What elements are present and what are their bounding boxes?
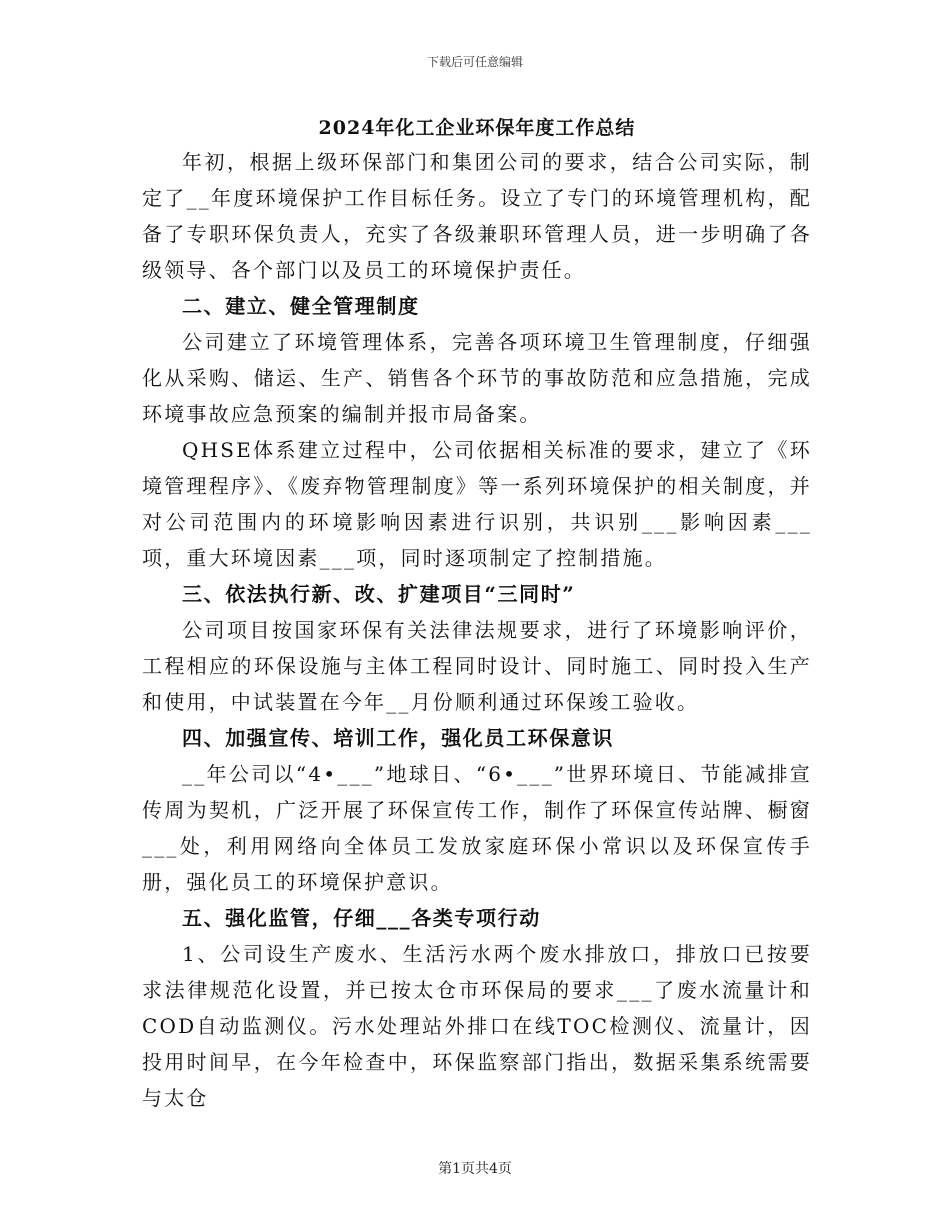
- paragraph-intro: 年初，根据上级环保部门和集团公司的要求，结合公司实际，制定了__年度环境保护工作目标任务。设立了专门的环境管理机构，配备了专职环保负责人，充实了各级兼职环管理人员，进一步明确了各级领导、各个部门以及员工的环境保护责任。: [142, 150, 812, 282]
- header-note: 下载后可任意编辑: [426, 55, 523, 69]
- paragraph-qhse: QHSE体系建立过程中，公司依据相关标准的要求，建立了《环境管理程序》、《废弃物管理制度》等一系列环境保护的相关制度，并对公司范围内的环境影响因素进行识别，共识别___影响因素___项，重大环境因素___项，同时逐项制定了控制措施。: [142, 438, 812, 570]
- paragraph-management-system: 公司建立了环境管理体系，完善各项环境卫生管理制度，仔细强化从采购、储运、生产、销售各个环节的事故防范和应急措施，完成环境事故应急预案的编制并报市局备案。: [142, 330, 812, 426]
- paragraph-wastewater: 1、公司设生产废水、生活污水两个废水排放口，排放口已按要求法律规范化设置，并已按太仓市环保局的要求___了废水流量计和COD自动监测仪。污水处理站外排口在线TOC检测仪、流量计，因投用时间早，在今年检查中，环保监察部门指出，数据采集系统需要与太仓: [142, 942, 812, 1110]
- document-title: 2024年化工企业环保年度工作总结: [318, 117, 636, 139]
- section-heading-3: 三、依法执行新、改、扩建项目“三同时”: [182, 582, 576, 606]
- page-footer: 第1页共4页: [438, 1161, 512, 1177]
- section-heading-5: 五、强化监管，仔细___各类专项行动: [182, 906, 541, 930]
- section-heading-4: 四、加强宣传、培训工作，强化员工环保意识: [182, 726, 614, 750]
- paragraph-three-simultaneous: 公司项目按国家环保有关法律法规要求，进行了环境影响评价，工程相应的环保设施与主体工程同时设计、同时施工、同时投入生产和使用，中试装置在今年__月份顺利通过环保竣工验收。: [142, 618, 812, 714]
- section-heading-2: 二、建立、健全管理制度: [182, 294, 420, 318]
- paragraph-publicity: __年公司以“4•___”地球日、“6•___”世界环境日、节能减排宣传周为契机，广泛开展了环保宣传工作，制作了环保宣传站牌、橱窗___处，利用网络向全体员工发放家庭环保小常识以及环保宣传手册，强化员工的环境保护意识。: [142, 762, 812, 894]
- document-body: [142, 112, 812, 1116]
